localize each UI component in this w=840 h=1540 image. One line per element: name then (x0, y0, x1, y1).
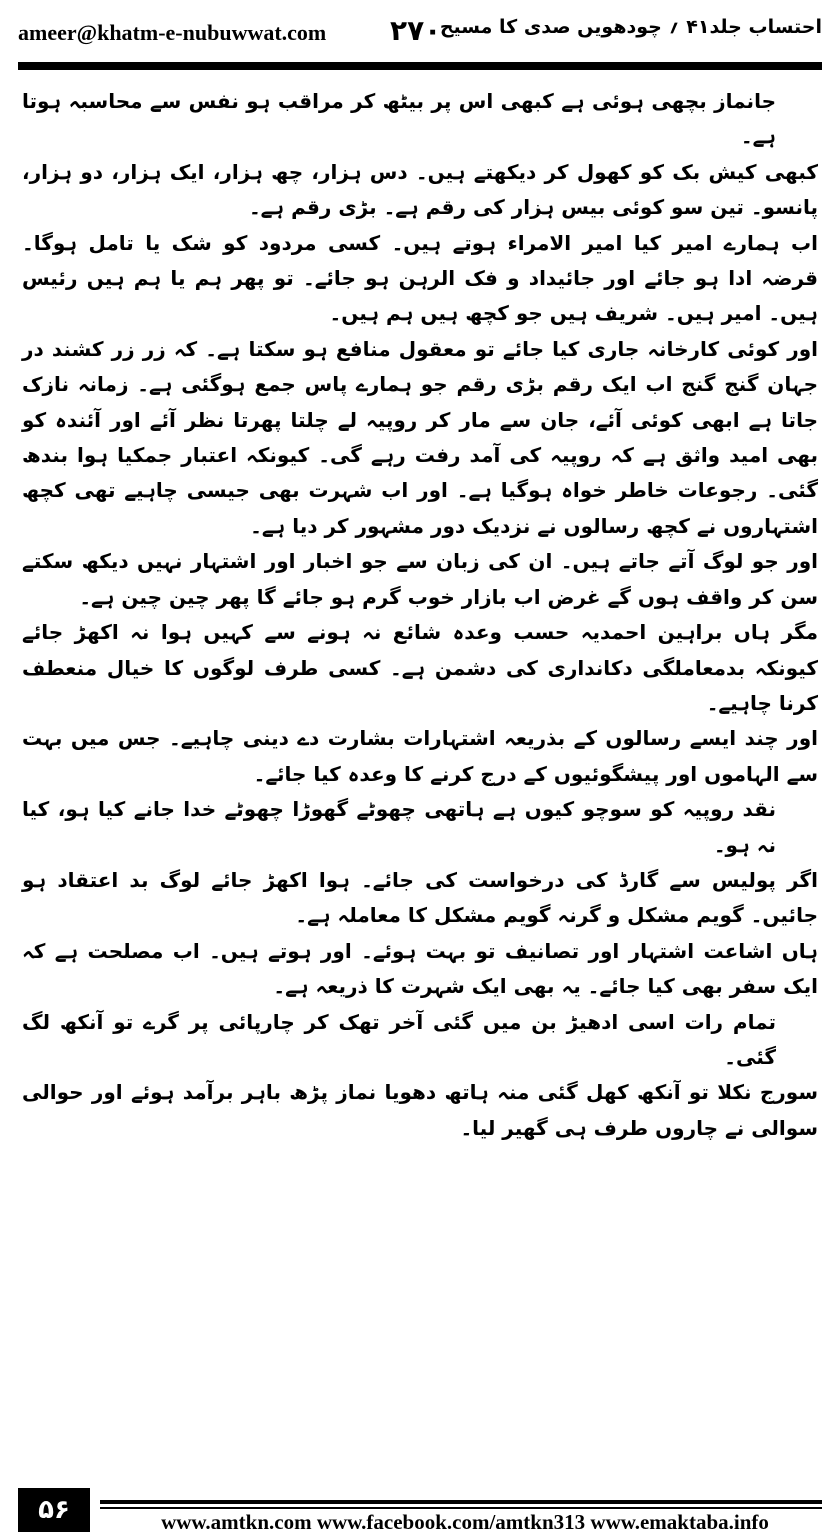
paragraph-9: اگر پولیس سے گارڈ کی درخواست کی جائے۔ ہوا اکھڑ جائے لوگ بد اعتقاد ہو جائیں۔ گویم مشکل و گرنہ گویم مشکل کا معاملہ ہے۔ (22, 867, 818, 928)
paragraph-1: جانماز بچھی ہوئی ہے کبھی اس پر بیٹھ کر مراقب ہو نفس سے محاسبہ ہوتا ہے۔ (22, 89, 776, 149)
paragraph-3: اب ہمارے امیر کیا امیر الامراء ہوتے ہیں۔ کسی مردود کو شک یا تامل ہوگا۔ قرضہ ادا ہو جائے اور جائیداد و فک الرہن ہو جائے۔ تو پھر ہم یا ہم ہیں رئیس ہیں۔ امیر ہیں۔ شریف ہیں جو کچھ ہیں ہم ہیں۔ (22, 230, 818, 326)
running-title: احتساب جلد۴۱ ؍ چودھویں صدی کا مسیح (439, 16, 822, 38)
page-header (18, 12, 822, 56)
paragraph-7: اور چند ایسے رسالوں کے بذریعہ اشتہارات بشارت دے دینی چاہیے۔ جس میں بہت سے الہاموں اور پیشگوئیوں کے درج کرنے کا وعدہ کیا جائے۔ (22, 726, 818, 786)
page-body (22, 84, 818, 1474)
paragraph-11: تمام رات اسی ادھیڑ بن میں گئی آخر تھک کر چارپائی پر گرے تو آنکھ لگ گئی۔ (22, 1009, 776, 1069)
paragraph-12: سورج نکلا تو آنکھ کھل گئی منہ ہاتھ دھویا نماز پڑھ باہر برآمد ہوئے اور حوالی سوالی نے چاروں طرف ہی گھیر لیا۔ (22, 1080, 818, 1140)
header-rule (18, 62, 822, 70)
header-email: ameer@khatm-e-nubuwwat.com (18, 20, 327, 45)
paragraph-8: نقد روپیہ کو سوچو کیوں ہے ہاتھی چھوٹے گھوڑا چھوٹے خدا جانے کیا ہو، کیا نہ ہو۔ (22, 797, 776, 857)
paragraph-4: اور کوئی کارخانہ جاری کیا جائے تو معقول منافع ہو سکتا ہے۔ کہ زر زر کشند در جہان گنج گنج اب ایک رقم بڑی رقم جو ہمارے پاس جمع ہوگئی ہے۔ زمانہ نازک جاتا ہے ابھی کوئی آئے، جان سے مار کر روپیہ لے چلتا پھرتا نظر آئے اور آئندہ کو بھی امید واثق ہے کہ روپیہ کی آمد رفت رہے گی۔ کیونکہ اعتبار جمکیا ہوا بندھ گئی۔ رجوعات خاطر خواہ ہوگیا ہے۔ اور اب شہرت بھی جیسی چاہیے تھی کچھ اشتہاروں نے کچھ رسالوں نے نزدیک دور مشہور کر دیا ہے۔ (22, 336, 819, 538)
paragraph-6: مگر ہاں براہین احمدیہ حسب وعدہ شائع نہ ہونے سے کہیں ہوا نہ اکھڑ جائے کیونکہ بدمعاملگی دکانداری کی دشمن ہے۔ کسی طرف لوگوں کا خیال منعطف کرنا چاہیے۔ (22, 620, 818, 715)
paragraph-5: اور جو لوگ آتے جاتے ہیں۔ ان کی زبان سے جو اخبار اور اشتہار نہیں دیکھ سکتے سن کر واقف ہوں گے غرض اب بازار خوب گرم ہو جائے گا پھر چین چین ہے۔ (22, 549, 818, 609)
paragraph-2: کبھی کیش بک کو کھول کر دیکھتے ہیں۔ دس ہزار، چھ ہزار، ایک ہزار، دو ہزار، پانسو۔ تین سو کوئی بیس ہزار کی رقم ہے۔ بڑی رقم ہے۔ (22, 159, 818, 220)
footer-rule-thin (100, 1507, 822, 1509)
footer-rule (100, 1500, 822, 1504)
paragraph-10: ہاں اشاعت اشتہار اور تصانیف تو بہت ہوئے۔ اور ہوتے ہیں۔ اب مصلحت ہے کہ ایک سفر بھی کیا جائے۔ یہ بھی ایک شہرت کا ذریعہ ہے۔ (22, 938, 818, 999)
page-number: ۲۷۰ (390, 14, 442, 47)
footer-links: www.amtkn.com www.facebook.com/amtkn313 www.emaktaba.info (161, 1510, 769, 1534)
folio-number: ۵۶ (18, 1488, 90, 1532)
